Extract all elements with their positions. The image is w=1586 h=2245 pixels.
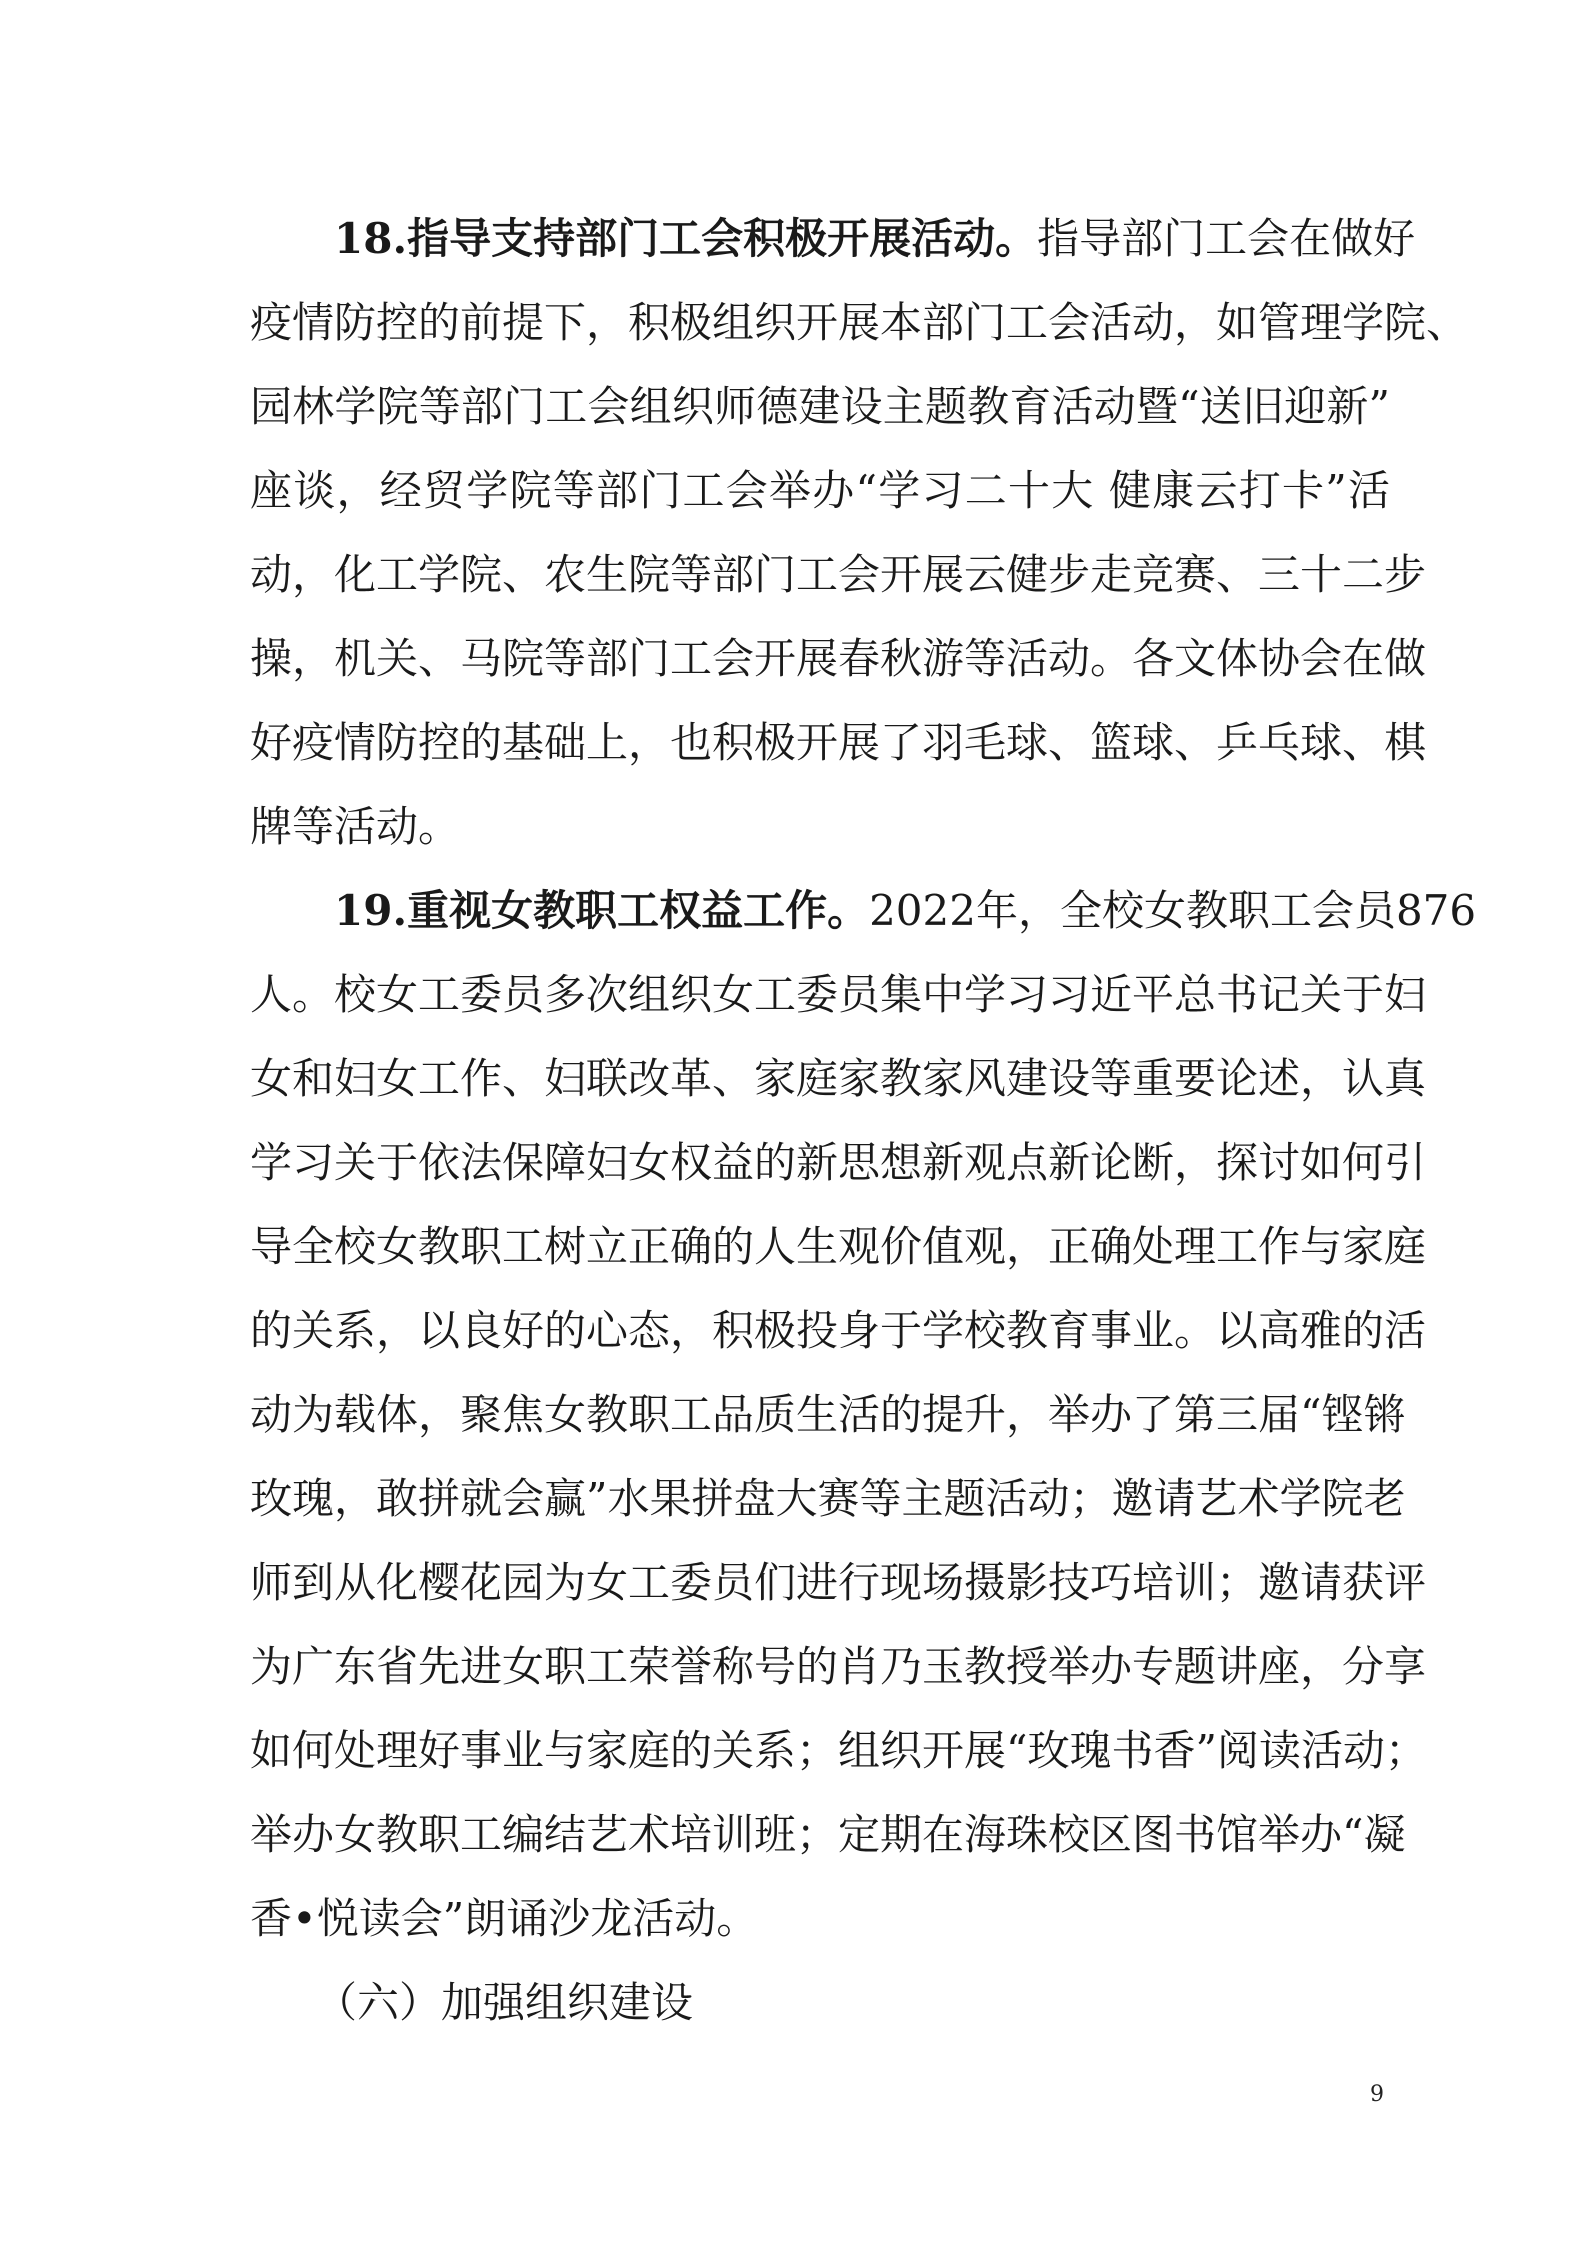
paragraph-19-heading: 19.重视女教职工权益工作。 [334,886,870,935]
page-content [250,197,1477,2045]
paragraph-19-line-1 [250,869,1477,953]
section-heading: （六）加强组织建设 [315,1978,694,2027]
paragraph-19-line-2: 人。校女工委员多次组织女工委员集中学习习近平总书记关于妇 [250,970,1427,1019]
paragraph-18-line-3: 园林学院等部门工会组织师德建设主题教育活动暨“送旧迎新” [250,382,1390,431]
paragraph-19-line-6: 的关系，以良好的心态，积极投身于学校教育事业。以高雅的活 [250,1306,1427,1355]
paragraph-text: 指导部门工会在做好 [1037,214,1416,263]
paragraph-18-line-5: 动，化工学院、农生院等部门工会开展云健步走竞赛、三十二步 [250,550,1427,599]
paragraph-19-line-5: 导全校女教职工树立正确的人生观价值观，正确处理工作与家庭 [250,1222,1427,1271]
paragraph-18-line-4: 座谈，经贸学院等部门工会举办“学习二十大 健康云打卡”活 [250,466,1390,515]
paragraph-text: 2022年，全校女教职工会员876 [869,886,1477,935]
paragraph-18-line-2: 疫情防控的前提下，积极组织开展本部门工会活动，如管理学院、 [250,298,1469,347]
page-number: 9 [1370,2082,1384,2107]
paragraph-18-line-1 [250,197,1416,281]
paragraph-18-line-8: 牌等活动。 [250,802,461,851]
paragraph-19-line-10: 为广东省先进女职工荣誉称号的肖乃玉教授举办专题讲座，分享 [250,1642,1427,1691]
paragraph-19-line-13: 香•悦读会”朗诵沙龙活动。 [250,1894,759,1943]
paragraph-19-line-12: 举办女教职工编结艺术培训班；定期在海珠校区图书馆举办“凝 [250,1810,1406,1859]
paragraph-19-line-4: 学习关于依法保障妇女权益的新思想新观点新论断，探讨如何引 [250,1138,1427,1187]
paragraph-18-line-7: 好疫情防控的基础上，也积极开展了羽毛球、篮球、乒乓球、棋 [250,718,1427,767]
paragraph-19-line-7: 动为载体，聚焦女教职工品质生活的提升，举办了第三届“铿锵 [250,1390,1406,1439]
paragraph-19-line-11: 如何处理好事业与家庭的关系；组织开展“玫瑰书香”阅读活动； [250,1726,1427,1775]
paragraph-19-line-8: 玫瑰，敢拼就会赢”水果拼盘大赛等主题活动；邀请艺术学院老 [250,1474,1406,1523]
paragraph-19-line-9: 师到从化樱花园为女工委员们进行现场摄影技巧培训；邀请获评 [250,1558,1427,1607]
paragraph-18-line-6: 操，机关、马院等部门工会开展春秋游等活动。各文体协会在做 [250,634,1427,683]
paragraph-18-heading: 18.指导支持部门工会积极开展活动。 [334,214,1038,263]
paragraph-19-line-3: 女和妇女工作、妇联改革、家庭家教家风建设等重要论述，认真 [250,1054,1427,1103]
